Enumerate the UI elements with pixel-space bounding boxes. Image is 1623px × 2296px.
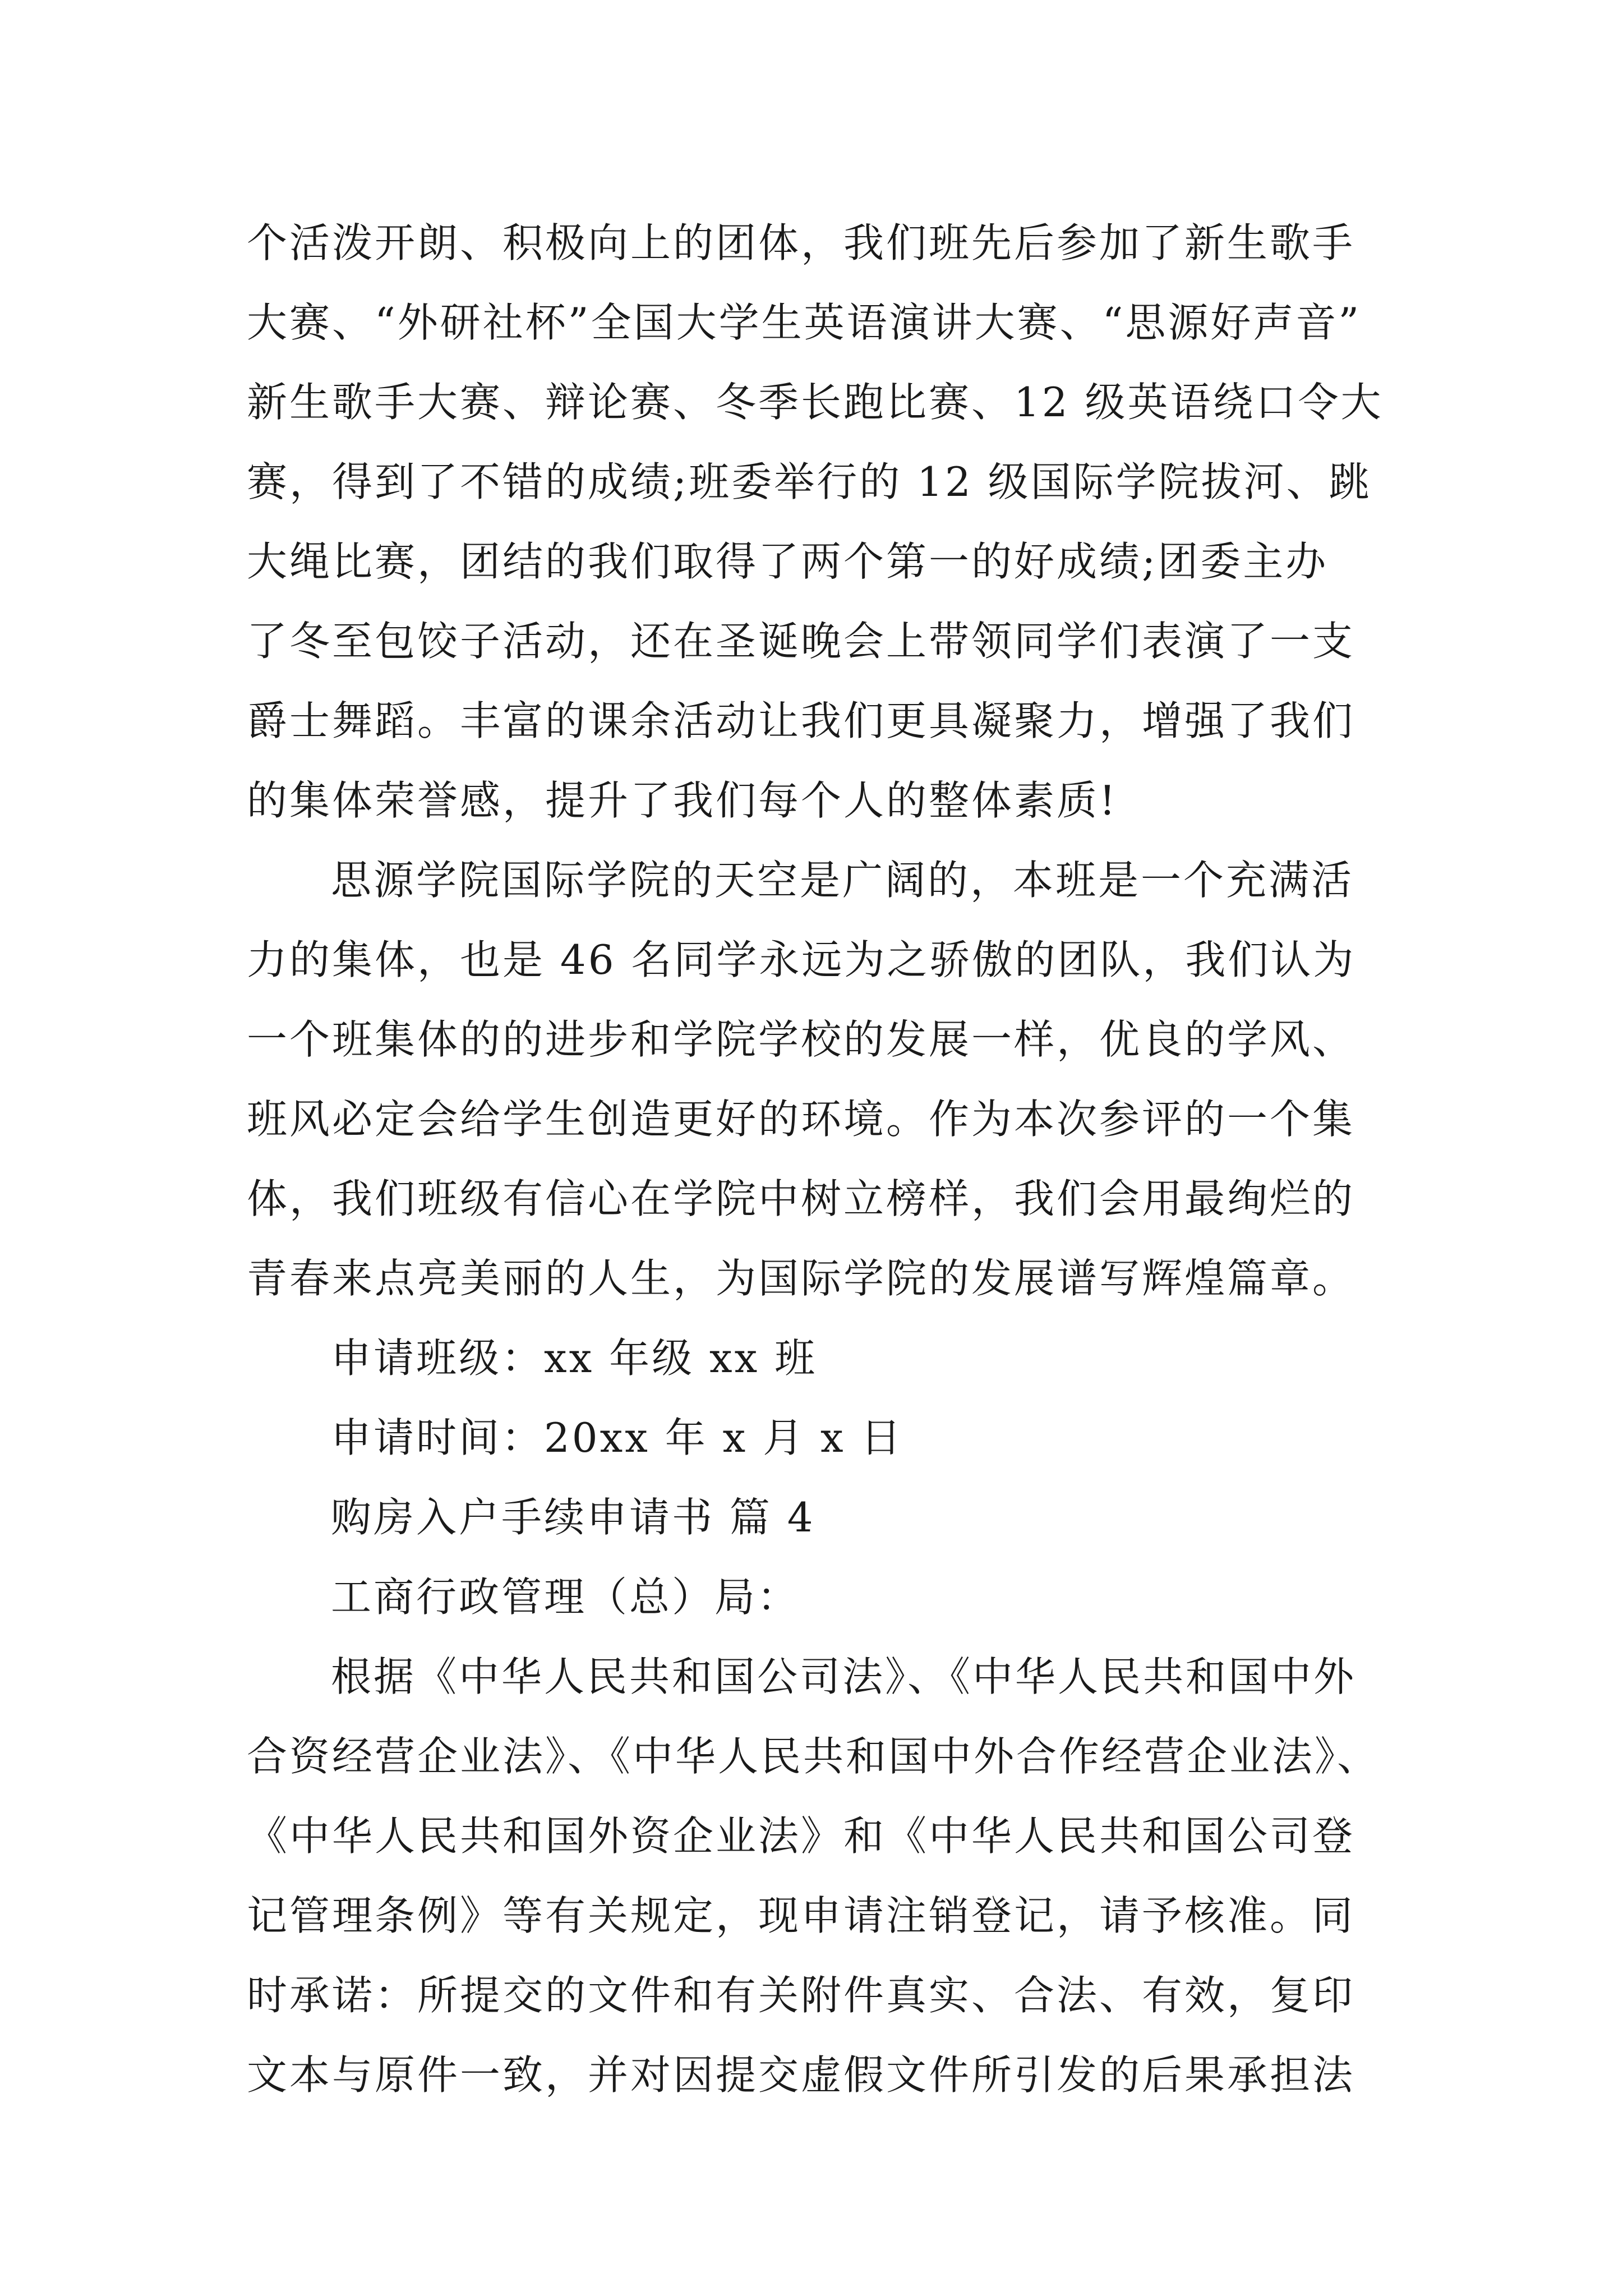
text-line: 合资经营企业法》、《中华人民共和国中外合作经营企业法》、 [247,1733,1380,1780]
text-line: 体，我们班级有信心在学院中树立榜样，我们会用最绚烂的 [247,1175,1355,1222]
text-line: 大赛、“外研社杯”全国大学生英语演讲大赛、“思源好声音” [247,299,1362,346]
text-line: 班风必定会给学生创造更好的环境。作为本次参评的一个集 [247,1096,1355,1143]
text-line: 爵士舞蹈。丰富的课余活动让我们更具凝聚力，增强了我们 [247,697,1355,744]
section-heading: 购房入户手续申请书 篇 4 [331,1494,815,1541]
text-line: 赛，得到了不错的成绩;班委举行的 12 级国际学院拔河、跳 [247,458,1372,505]
text-line: 时承诺：所提交的文件和有关附件真实、合法、有效，复印 [247,1972,1355,2019]
text-line: 的集体荣誉感，提升了我们每个人的整体素质! [247,777,1118,824]
text-line: 新生歌手大赛、辩论赛、冬季长跑比赛、12 级英语绕口令大 [247,379,1384,426]
text-line: 个活泼开朗、积极向上的团体，我们班先后参加了新生歌手 [247,219,1355,266]
applicant-class-line: 申请班级：xx 年级 xx 班 [331,1335,818,1382]
paragraph-start-line: 思源学院国际学院的天空是广阔的，本班是一个充满活 [331,857,1354,904]
application-date-line: 申请时间：20xx 年 x 月 x 日 [331,1414,903,1461]
paragraph-start-line: 根据《中华人民共和国公司法》、《中华人民共和国中外 [331,1653,1357,1700]
text-line: 了冬至包饺子活动，还在圣诞晚会上带领同学们表演了一支 [247,618,1355,665]
text-line: 一个班集体的的进步和学院学校的发展一样，优良的学风、 [247,1016,1355,1063]
salutation-line: 工商行政管理（总）局： [331,1573,800,1621]
text-line: 大绳比赛，团结的我们取得了两个第一的好成绩;团委主办 [247,538,1329,585]
text-line: 记管理条例》等有关规定，现申请注销登记，请予核准。同 [247,1892,1355,1939]
text-line: 力的集体，也是 46 名同学永远为之骄傲的团队，我们认为 [247,936,1356,983]
text-line: 青春来点亮美丽的人生，为国际学院的发展谱写辉煌篇章。 [247,1255,1355,1302]
text-line: 《中华人民共和国外资企业法》和《中华人民共和国公司登 [247,1812,1355,1860]
text-line: 文本与原件一致，并对因提交虚假文件所引发的后果承担法 [247,2051,1355,2099]
